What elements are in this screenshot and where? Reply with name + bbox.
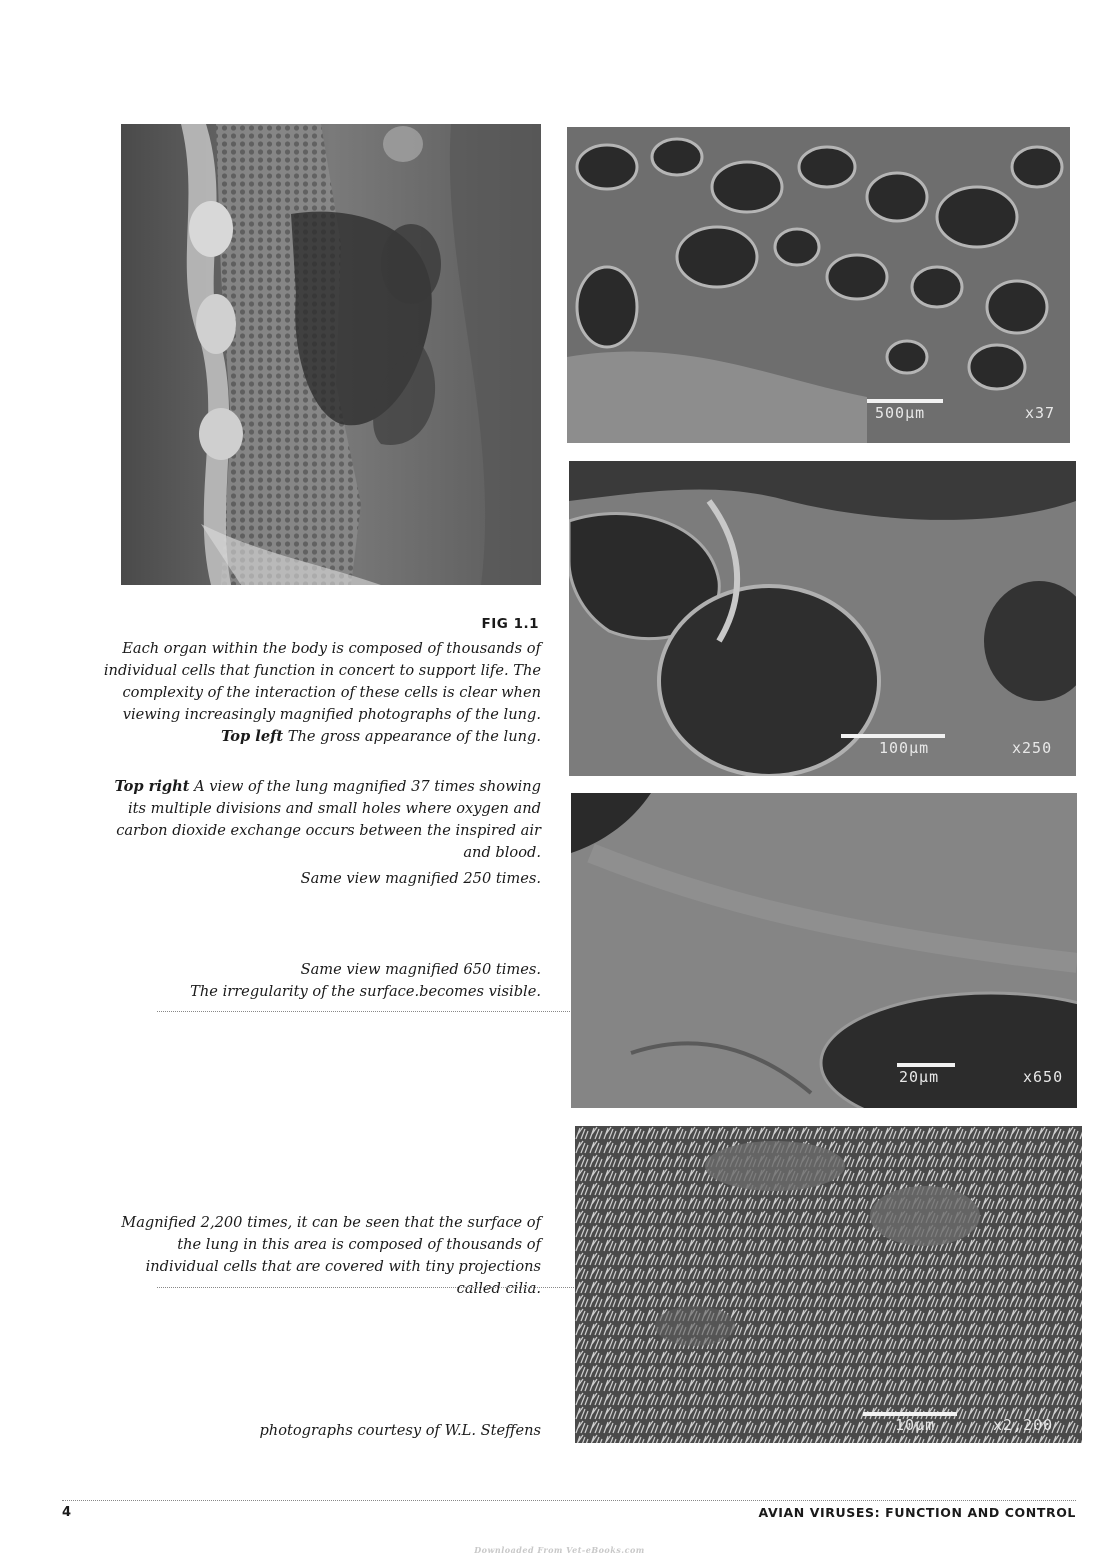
caption-intro-text: Each organ within the body is composed of thousands of individual cells that function in concert to support life. The complexity of the interaction of these cells is clear when viewing increasingly magnified photographs of the lung. (103, 640, 541, 723)
micrograph-x650 (571, 793, 1077, 1108)
caption-650-line1: Same view magnified 650 times. (300, 961, 541, 978)
magnification-label: x37 (1025, 404, 1056, 422)
micrograph-x2200 (575, 1126, 1082, 1443)
download-watermark: Downloaded From Vet-eBooks.com (474, 1545, 645, 1555)
micrograph-x37 (567, 127, 1070, 443)
micrograph-x250 (569, 461, 1076, 776)
footer-rule (62, 1500, 1076, 1501)
scale-label: 100µm (879, 739, 930, 757)
scale-label: 500µm (875, 404, 926, 422)
photo-credit: photographs courtesy of W.L. Steffens (259, 1422, 541, 1439)
magnification-label: x250 (1012, 739, 1053, 757)
top-right-lead: Top right (114, 778, 190, 795)
scale-label: 20µm (899, 1068, 940, 1086)
top-right-text: A view of the lung magnified 37 times showing its multiple divisions and small holes where oxygen and carbon dioxide exchange occurs between the inspired air and blood. (116, 778, 541, 861)
dotted-leader (157, 1011, 570, 1012)
figure-label: FIG 1.1 (481, 616, 539, 632)
magnification-label: x2,200 (993, 1416, 1054, 1434)
dotted-leader (157, 1287, 574, 1288)
caption-650 (101, 959, 541, 1003)
running-title: AVIAN VIRUSES: FUNCTION AND CONTROL (758, 1505, 1076, 1520)
magnification-label: x650 (1023, 1068, 1064, 1086)
gross-lung-photo (121, 124, 541, 585)
caption-650-line2: The irregularity of the surface.becomes visible. (190, 983, 541, 1000)
caption-intro (101, 638, 541, 748)
scale-label: 10µm (895, 1416, 936, 1434)
top-left-text: The gross appearance of the lung. (287, 728, 541, 745)
caption-250: Same view magnified 250 times. (300, 870, 541, 887)
top-left-lead: Top left (221, 728, 284, 745)
caption-top-right (101, 776, 541, 864)
page-number: 4 (62, 1505, 72, 1520)
caption-2200: Magnified 2,200 times, it can be seen that the surface of the lung in this area is composed of thousands of individual cells that are covered with tiny projections called cilia. (121, 1214, 541, 1297)
